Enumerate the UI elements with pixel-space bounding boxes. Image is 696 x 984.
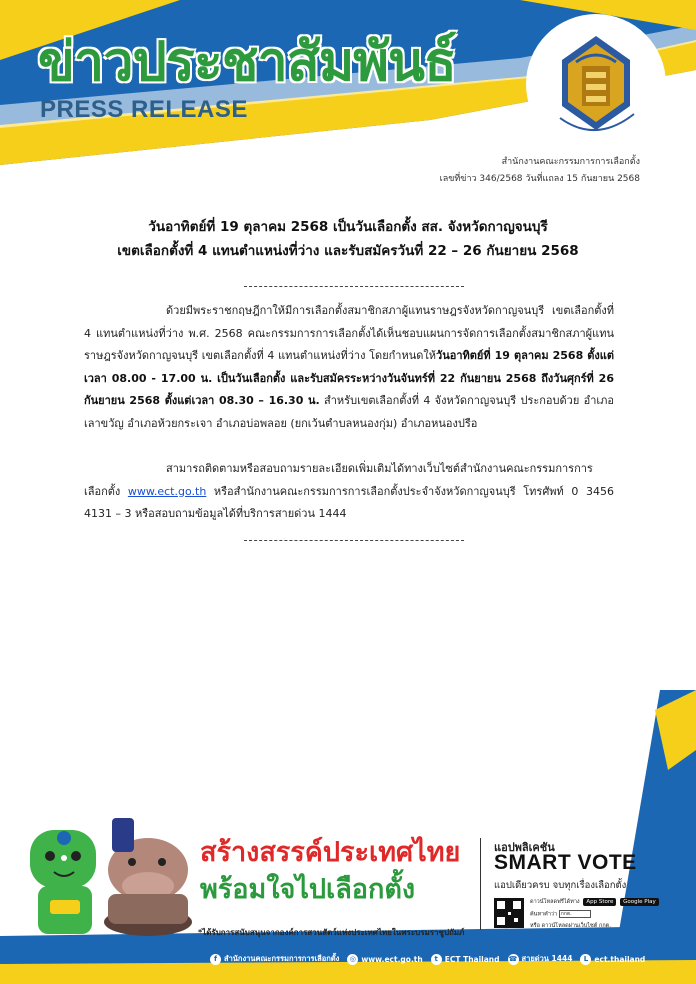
phone-icon: ☎: [508, 954, 518, 963]
divider-bottom: [244, 540, 464, 541]
website-label: www.ect.go.th: [361, 954, 423, 964]
body-paragraph-1: [84, 300, 614, 435]
headline-line-1: วันอาทิตย์ที่ 19 ตุลาคม 2568 เป็นวันเลือกตั้ง สส. จังหวัดกาญจนบุรี: [148, 219, 548, 235]
banner-slogan-line-1: สร้างสรรค์ประเทศไทย: [200, 837, 461, 868]
ect-emblem-icon: [526, 14, 666, 154]
ect-website-link[interactable]: www.ect.go.th: [127, 484, 207, 498]
banner-slogan-line-2: พร้อมใจไปเลือกตั้ง: [200, 874, 416, 905]
facebook-icon: f: [210, 954, 221, 965]
google-play-button[interactable]: Google Play: [620, 898, 659, 906]
p2-text-a: สามารถติดตามหรือสอบถามรายละเอียดเพิ่มเติมได้ทางเว็บไซต์สำนักงานคณะกรรมการการเลือกตั้ง: [84, 462, 593, 498]
footer-line[interactable]: [580, 954, 645, 965]
search-label: ค้นหาคำว่า: [530, 911, 558, 918]
p1-text-c: สำหรับเขตเลือกตั้งที่ 4 จังหวัดกาญจนบุรี ประกอบด้วย อำเภอเลาขวัญ อำเภอห้วยกระเจา อำเภอบ่อพลอย (ยกเว้นตำบลหนองกุ่ม) อำเภอหนองปรือ: [84, 394, 614, 430]
footer-hotline[interactable]: [508, 953, 573, 965]
web-download-text: หรือ ดาวน์โหลดผ่านเว็บไซต์ กกต.: [530, 923, 611, 929]
p1-text-bold: วันอาทิตย์ที่ 19 ตุลาคม 2568 ตั้งแต่เวลา 08.00 - 17.00 น. เป็นวันเลือกตั้ง และรับสมัครระหว่างวันจันทร์ที่ 22 กันยายน 2568 ถึงวันศุกร์ที่ 26 กันยายน 2568 ตั้งแต่เวลา 08.30 – 16.30 น.: [84, 349, 615, 407]
mascot-hippo-icon: [104, 818, 192, 936]
headline-line-2: เขตเลือกตั้งที่ 4 แทนตำแหน่งที่ว่าง และรับสมัครวันที่ 22 – 26 กันยายน 2568: [117, 243, 579, 259]
download-text: ดาวน์โหลดฟรีได้ทาง: [530, 899, 580, 905]
app-name: SMART VOTE: [494, 851, 637, 874]
promo-divider: [480, 838, 481, 930]
globe-icon: ◎: [347, 954, 358, 965]
app-store-button[interactable]: App Store: [583, 898, 616, 906]
app-tagline: แอปเดียวครบ จบทุกเรื่องเลือกตั้ง: [494, 880, 627, 891]
news-headline: [70, 215, 626, 263]
p1-text-a: ด้วยมีพระราชกฤษฎีกาให้มีการเลือกตั้งสมาชิกสภาผู้แทนราษฎรจังหวัดกาญจนบุรี เขตเลือกตั้งที่ 4 แทนตำแหน่งที่ว่าง พ.ศ. 2568 คณะกรรมการการเลือกตั้งได้เห็นชอบแผนการจัดการเลือกตั้งสมาชิกสภาผู้แทนราษฎรจังหวัดกาญจนบุรี เขตเลือกตั้งที่ 4 แทนตำแหน่งที่ว่าง โดยกำหนดให้: [84, 304, 614, 362]
divider-top: [244, 286, 464, 287]
footer-twitter[interactable]: [431, 954, 500, 965]
release-meta: [440, 154, 640, 188]
line-label: ect.thailand: [594, 954, 646, 964]
body-paragraph-2: [84, 458, 614, 526]
release-number: เลขที่ข่าว 346/2568 วันที่แถลง 15 กันยายน 2568: [439, 174, 640, 184]
footer-facebook[interactable]: [210, 953, 339, 965]
page-subtitle: PRESS RELEASE: [40, 96, 248, 123]
twitter-icon: t: [431, 954, 442, 965]
page-title: ข่าวประชาสัมพันธ์: [38, 30, 456, 93]
footer-website[interactable]: [347, 954, 422, 965]
smart-vote-promo: [480, 838, 660, 930]
office-name: สำนักงานคณะกรรมการการเลือกตั้ง: [501, 157, 640, 167]
search-term-box: กกต.: [559, 910, 591, 918]
qr-code-icon[interactable]: [494, 898, 524, 928]
banner-sponsor-note: *ได้รับการสนับสนุนจากองค์การสวนสัตว์แห่งประเทศไทยในพระบรมราชูปถัมภ์: [198, 928, 465, 937]
mascot-green-icon: [30, 830, 96, 934]
search-row: [530, 910, 591, 919]
ect-logo: [526, 14, 666, 154]
app-label: แอปพลิเคชัน: [494, 841, 555, 854]
line-icon: L: [580, 954, 591, 965]
facebook-label: สำนักงานคณะกรรมการการเลือกตั้ง: [224, 954, 340, 963]
hotline-label: สายด่วน 1444: [521, 954, 573, 963]
footer-contact-bar: [210, 948, 660, 970]
twitter-label: ECT Thailand: [444, 954, 500, 964]
p2-text-b: หรือสำนักงานคณะกรรมการการเลือกตั้งประจำจังหวัดกาญจนบุรี โทรศัพท์ 0 3456 4131 – 3 หรือสอบถามข้อมูลได้ที่บริการสายด่วน 1444: [84, 484, 615, 520]
store-row: [530, 898, 659, 906]
